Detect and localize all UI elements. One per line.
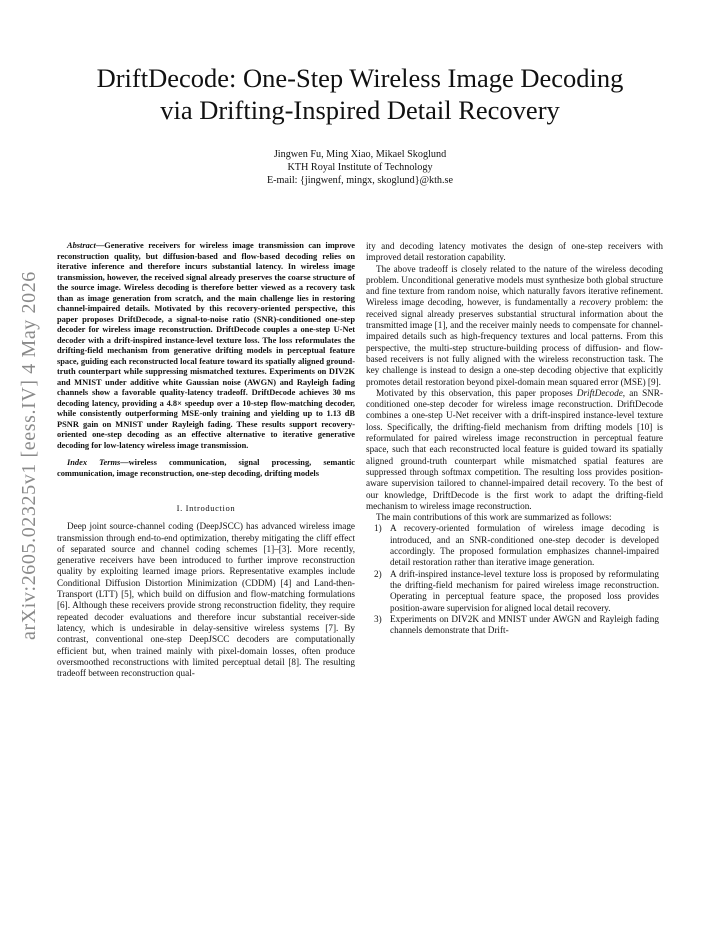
list-item-number: 1) — [374, 523, 382, 534]
paper-title-line-1: DriftDecode: One-Step Wireless Image Decoding — [96, 63, 624, 93]
paper-title-line-2: via Drifting-Inspired Detail Recovery — [160, 95, 560, 125]
intro-paragraph-2-text-b: problem: the received signal already preserves substantial structural information about the transmitted image [1], and the receiver mainly needs to compensate for channel-impaired details such as high-frequency textures and local patterns. From this perspective, the multi-step structure-building process of diffusion- and flow-based receivers is not fully aligned with the wireless reconstruction task. The key challenge is instead to design a one-step decoding objective that explicitly promotes detail restoration beyond pixel-domain mean squared error (MSE) [9]. — [366, 297, 663, 387]
author-names: Jingwen Fu, Ming Xiao, Mikael Skoglund — [273, 149, 447, 160]
intro-paragraph-3 — [366, 388, 663, 512]
abstract — [57, 241, 355, 451]
intro-paragraph-2-text-a: The above tradeoff is closely related to the nature of the wireless decoding problem. Unconditional generative models must synthesize both global structure and fine texture from random noise, which naturally favors iterative refinement. Wireless image decoding, however, is fundamentally a — [366, 263, 663, 308]
section-heading-introduction: I. Introduction — [176, 503, 236, 513]
list-item-text: A drift-inspired instance-level texture loss is proposed by reformulating the drifting-field mechanism for paired wireless image reconstruction. Operating in perceptual feature space, the proposed loss provides position-aware supervision for aligned local detail recovery. — [390, 568, 659, 613]
intro-paragraph-continued: ity and decoding latency motivates the design of one-step receivers with improved detail restoration capability. — [366, 241, 663, 263]
list-item — [366, 569, 663, 614]
author-email: E-mail: {jingwenf, mingx, skoglund}@kth.se — [266, 175, 454, 186]
abstract-text: —Generative receivers for wireless image transmission can improve reconstruction quality, but diffusion-based and flow-based decoding relies on iterative inference and therefore incurs substantial latency. In wireless image transmission, however, the received signal already preserves the coarse structure of the source image. Wireless decoding is therefore better viewed as a recovery task than as image generation from scratch, and the main challenge lies in restoring channel-impaired details. Motivated by this recovery-oriented perspective, this paper proposes DriftDecode, a signal-to-noise ratio (SNR)-conditioned one-step decoder for wireless image reconstruction. DriftDecode couples a one-step U-Net decoder with a drift-inspired instance-level texture loss. The loss reformulates the drifting-field mechanism from generative drifting models in perceptual feature space, guiding each reconstructed local feature toward its spatially aligned ground-truth counterpart while suppressing mismatched textures. Experiments on DIV2K and MNIST under additive white Gaussian noise (AWGN) and Rayleigh fading channels show a favorable quality-latency tradeoff. DriftDecode achieves 30 ms decoding latency, providing a 4.8× speedup over a 10-step flow-matching decoder, while consistently outperforming MSE-only training and yielding up to 1.13 dB PSNR gain on MNIST under Rayleigh fading. These results support recovery-oriented one-step decoding as an effective alternative to iterative generative decoding for low-latency wireless image transmission. — [57, 241, 355, 450]
intro-paragraph-2 — [366, 264, 663, 388]
intro-paragraph-3-emphasis: DriftDecode — [576, 387, 623, 398]
list-item-text: Experiments on DIV2K and MNIST under AWGN and Rayleigh fading channels demonstrate that Drift- — [390, 613, 659, 636]
list-item — [366, 523, 663, 568]
intro-paragraph-3-text-b: , an SNR-conditioned one-step decoder for wireless image reconstruction. DriftDecode combines a one-step U-Net receiver with a drift-inspired instance-level texture loss. Specifically, the drifting-field mechanism from drifting models [10] is reformulated for paired wireless image reconstruction in perceptual feature space, such that each reconstructed local feature is guided toward its spatially aligned ground-truth counterpart while mismatched spatial features are suppressed through softmax competition. The resulting loss provides position-aware supervision tailored to channel-impaired detail recovery. To the best of our knowledge, DriftDecode is the first work to adapt the drifting-field mechanism to wireless image reconstruction. — [366, 387, 663, 511]
author-affiliation: KTH Royal Institute of Technology — [287, 162, 433, 173]
contributions-list — [366, 523, 663, 636]
intro-paragraph-1: Deep joint source-channel coding (DeepJSCC) has advanced wireless image transmission through end-to-end optimization, thereby mitigating the cliff effect of separated source and channel coding schemes [1]–[3]. More recently, generative receivers have been introduced to further improve reconstruction quality by exploiting learned image priors. Representative examples include Conditional Diffusion Distortion Minimization (CDDM) [4] and Land-then-Transport (LTT) [5], which build on diffusion and flow-matching formulations [6]. Although these receivers provide strong reconstruction fidelity, they require repeated decoder evaluations and therefore incur substantial receiver-side latency, which is undesirable in delay-sensitive wireless systems [7]. By contrast, conventional one-step DeepJSCC decoders are computationally efficient but, when trained mainly with pixel-domain losses, often produce oversmoothed reconstructions with limited perceptual detail [8]. The resulting tradeoff between reconstruction qual- — [57, 521, 355, 679]
author-block — [0, 148, 720, 187]
list-item-number: 2) — [374, 568, 382, 579]
right-column — [366, 241, 663, 636]
intro-paragraph-2-emphasis: recovery — [579, 297, 612, 308]
index-terms-label: Index Terms — [67, 458, 121, 467]
intro-paragraph-3-text-a: Motivated by this observation, this paper proposes — [376, 387, 577, 398]
index-terms — [57, 458, 355, 479]
list-item-text: A recovery-oriented formulation of wireless image decoding is introduced, and an SNR-conditioned one-step decoder is developed accordingly. The proposed formulation emphasizes channel-impaired detail restoration rather than iterative image generation. — [390, 523, 659, 568]
index-terms-text: —wireless communication, signal processing, semantic communication, image reconstruction, one-step decoding, drifting models — [57, 458, 355, 478]
abstract-label: Abstract — [67, 241, 96, 250]
left-column — [57, 241, 355, 679]
list-item-number: 3) — [374, 613, 382, 624]
intro-paragraph-4: The main contributions of this work are summarized as follows: — [376, 512, 612, 523]
paper-title — [70, 62, 650, 126]
list-item — [366, 614, 663, 637]
arxiv-identifier: arXiv:2605.02325v1 [eess.IV] 4 May 2026 — [18, 271, 40, 640]
